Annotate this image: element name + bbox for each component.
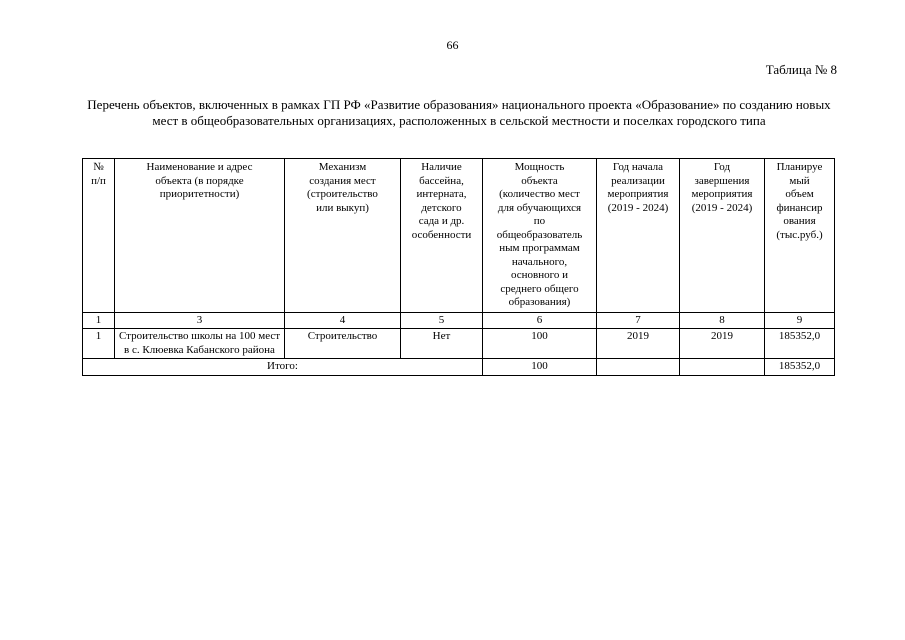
total-capacity: 100 <box>483 359 597 376</box>
objects-table <box>82 158 835 376</box>
table-caption: Таблица № 8 <box>765 62 837 77</box>
total-financing: 185352,0 <box>765 359 835 376</box>
header-start-year: Год начала реализации мероприятия (2019 - 2024) <box>597 159 680 313</box>
column-number: 6 <box>483 312 597 329</box>
row-number: 1 <box>83 329 115 359</box>
column-number: 1 <box>83 312 115 329</box>
table-row <box>83 329 835 359</box>
document-title: Перечень объектов, включенных в рамках ГП РФ «Развитие образования» национального проекта «Образование» по созданию новых мест в общеобразовательных организациях, расположенных в сельской местности и поселках городского типа <box>87 97 831 128</box>
page-number: 66 <box>446 38 459 52</box>
header-number: № п/п <box>83 159 115 313</box>
column-number-row <box>83 312 835 329</box>
total-row <box>83 359 835 376</box>
object-financing: 185352,0 <box>765 329 835 359</box>
column-number: 9 <box>765 312 835 329</box>
total-start-year <box>597 359 680 376</box>
object-end-year: 2019 <box>680 329 765 359</box>
total-label: Итого: <box>83 359 483 376</box>
header-end-year: Год завершения мероприятия (2019 - 2024) <box>680 159 765 313</box>
header-financing: Планируе мый объем финансир ования (тыс.руб.) <box>765 159 835 313</box>
header-features: Наличие бассейна, интерната, детского сада и др. особенности <box>401 159 483 313</box>
object-features: Нет <box>401 329 483 359</box>
table-header-row <box>83 159 835 313</box>
object-capacity: 100 <box>483 329 597 359</box>
header-name-address: Наименование и адрес объекта (в порядке приоритетности) <box>115 159 285 313</box>
column-number: 3 <box>115 312 285 329</box>
header-mechanism: Механизм создания мест (строительство или выкуп) <box>285 159 401 313</box>
column-number: 7 <box>597 312 680 329</box>
header-capacity: Мощность объекта (количество мест для обучающихся по общеобразователь ным программам начального, основного и среднего общего образования) <box>483 159 597 313</box>
column-number: 5 <box>401 312 483 329</box>
object-name: Строительство школы на 100 мест в с. Клюевка Кабанского района <box>115 329 285 359</box>
column-number: 8 <box>680 312 765 329</box>
object-start-year: 2019 <box>597 329 680 359</box>
column-number: 4 <box>285 312 401 329</box>
object-mechanism: Строительство <box>285 329 401 359</box>
total-end-year <box>680 359 765 376</box>
